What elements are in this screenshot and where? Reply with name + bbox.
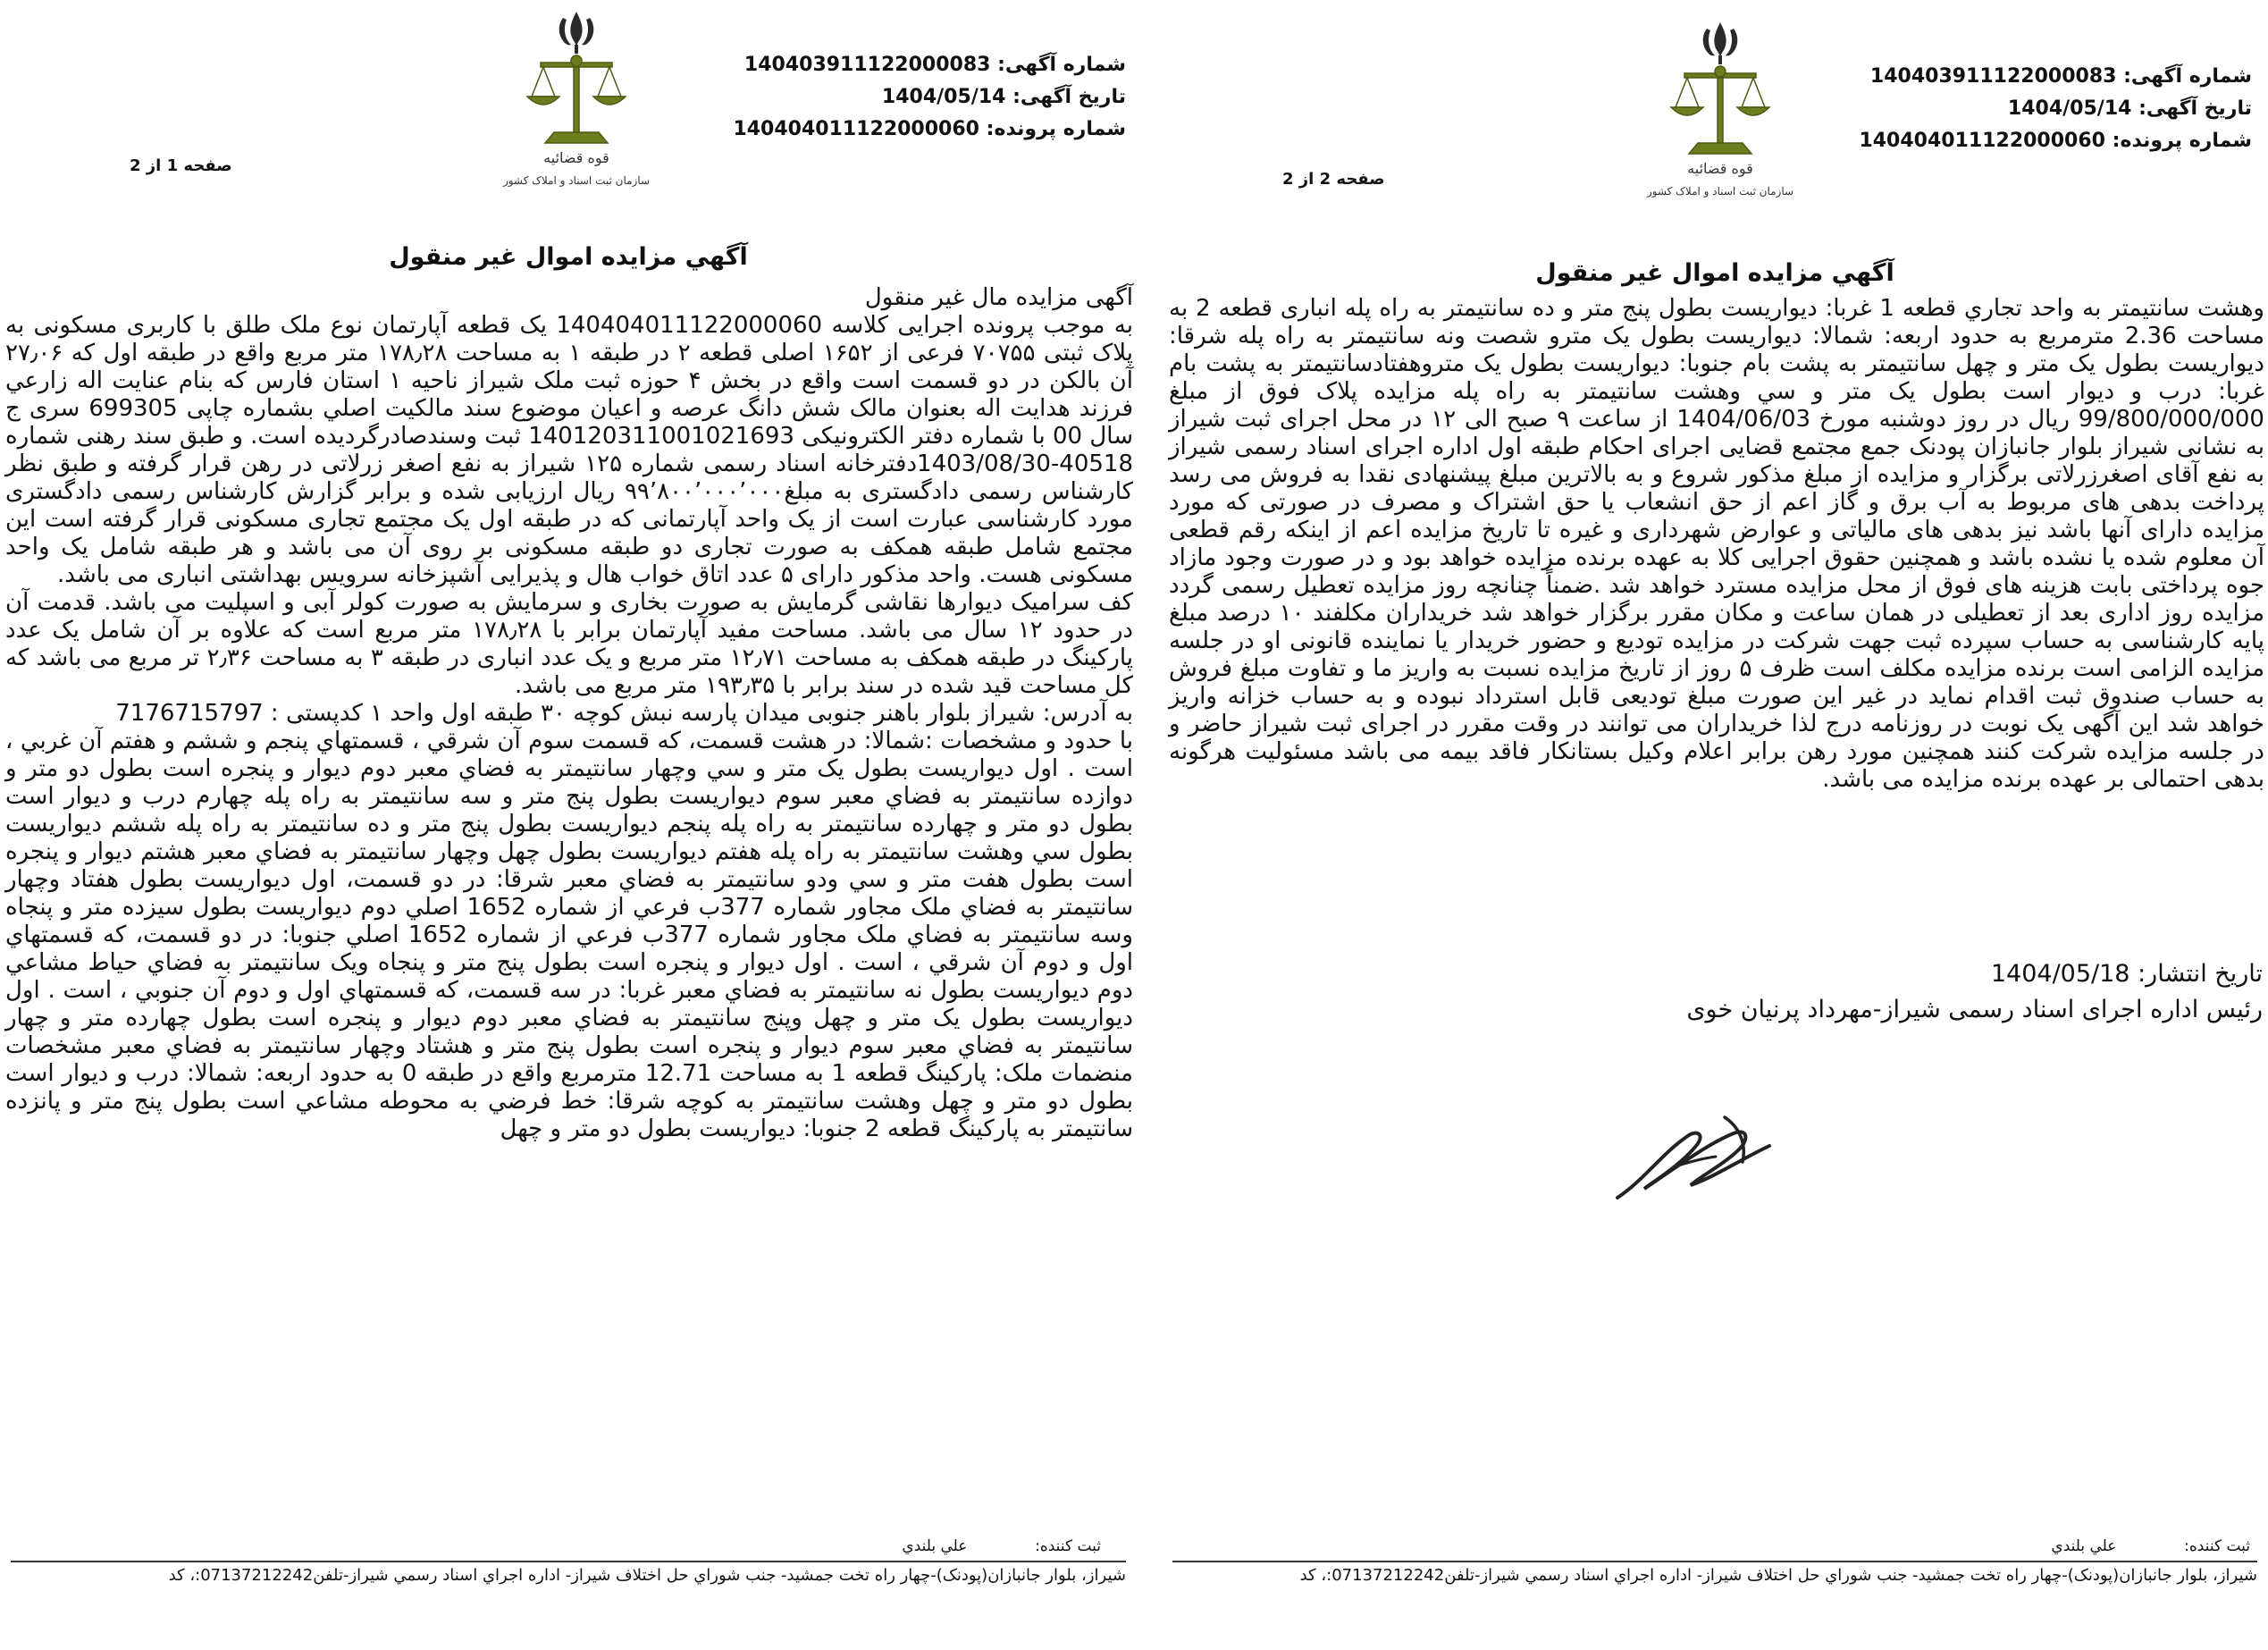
case-number: 140404011122000060 bbox=[1859, 130, 2105, 152]
registrar-name: علي بلندي bbox=[902, 1537, 968, 1555]
case-number-row bbox=[1787, 125, 2252, 157]
notice-body bbox=[5, 284, 1133, 1143]
body-paragraph: به موجب پرونده اجرایی کلاسه 140404011122000060 یک قطعه آپارتمان نوع ملک طلق با کاربری مسکونی به پلاک ثبتی ۷۰۷۵۵ فرعی از ۱۶۵۲ اصلی قطعه ۲ در طبقه ۱ به مساحت ۱۷۸٫۲۸ متر مربع واقع در طبقه اول که ۲۷٫۰۶ آن بالکن در دو قسمت است واقع در بخش ۴ حوزه ثبت ملک شیراز ناحیه ۱ استان فارس که بنام عنایت اله زارعي فرزند هدایت اله بعنوان مالک شش دانگ عرصه و اعیان موضوع سند مالکیت اصلي بشماره چاپی 699305 سری ج سال 00 با شماره دفتر الکترونیکی 140120311001021693 ثبت وسندصادرگردیده است. و طبق سند رهنی شماره 40518-1403/08/30دفترخانه اسناد رسمی شماره ۱۲۵ شیراز به نفع اصغر زرلاتی در رهن قرار گرفته و طبق نظر کارشناس رسمی دادگستری به مبلغ۹۹٬۸۰۰٬۰۰۰٬۰۰۰ ریال ارزیابی شده و برابر گزارش کارشناس رسمی دادگستری مورد کارشناسی عبارت است از یک واحد آپارتمانی که در طبقه اول یک مجتمع تجاری مسکونی قرار گرفته است این مجتمع شامل طبقه همکف به صورت تجاری دو طبقه مسکونی بر روی آن می باشد و هر طبقه شامل یک واحد مسکونی هست. واحد مذکور دارای ۵ عدد اتاق خواب هال و پذیرایی آشپزخانه سرویس بهداشتی انباری می باشد. bbox=[5, 312, 1133, 588]
notice-date-label: تاریخ آگهی: bbox=[2138, 97, 2252, 120]
footer-address: شيراز، بلوار جانبازان(پودنک)-چهار راه تخت جمشيد- جنب شوراي حل اختلاف شيراز- اداره اجراي اسناد رسمي شيراز-تلفن07137212242:، کد bbox=[168, 1566, 1126, 1585]
notice-number-label: شماره آگهی: bbox=[2123, 65, 2252, 88]
registrar-label: ثبت کننده: bbox=[2184, 1537, 2250, 1555]
page-number: صفحه 1 از 2 bbox=[130, 156, 232, 175]
notice-number: 140403911122000083 bbox=[743, 54, 991, 76]
signatory: رئیس اداره اجرای اسناد رسمی شیراز-مهرداد پرنیان خوی bbox=[1686, 996, 2263, 1023]
footer-divider bbox=[11, 1561, 1126, 1562]
body-heading: آگهی مزایده مال غیر منقول bbox=[864, 284, 1133, 311]
notice-date: 1404/05/14 bbox=[881, 86, 1006, 108]
page-2 bbox=[1162, 0, 2268, 1650]
case-number: 140404011122000060 bbox=[733, 118, 979, 140]
judiciary-emblem-icon bbox=[1644, 18, 1796, 206]
handwritten-signature-icon bbox=[1591, 1099, 1859, 1225]
notice-body bbox=[1169, 295, 2264, 794]
notice-number-row bbox=[1787, 61, 2252, 93]
notice-number-label: شماره آگهی: bbox=[997, 54, 1126, 76]
registrar bbox=[902, 1537, 1101, 1555]
publish-date-label: تاریخ انتشار: bbox=[2138, 960, 2263, 988]
publish-date: 1404/05/18 bbox=[1990, 960, 2130, 988]
notice-date-row bbox=[661, 81, 1126, 114]
case-number-row bbox=[661, 114, 1126, 146]
body-paragraph: به آدرس: شیراز بلوار باهنر جنوبی میدان پارسه نبش کوچه ۳۰ طبقه اول واحد ۱ کدپستی : 7176715797 bbox=[115, 700, 1133, 727]
footer-divider bbox=[1172, 1561, 2257, 1562]
judiciary-emblem-icon bbox=[500, 7, 652, 195]
notice-meta bbox=[661, 49, 1126, 146]
registrar bbox=[2051, 1537, 2250, 1555]
publish-date-row bbox=[1280, 956, 2263, 992]
page-number: صفحه 2 از 2 bbox=[1282, 170, 1385, 189]
footer-address: شيراز، بلوار جانبازان(پودنک)-چهار راه تخت جمشيد- جنب شوراي حل اختلاف شيراز- اداره اجراي اسناد رسمي شيراز-تلفن07137212242:، کد bbox=[1299, 1566, 2257, 1585]
notice-date: 1404/05/14 bbox=[2007, 97, 2132, 120]
notice-number-row bbox=[661, 49, 1126, 81]
notice-date-row bbox=[1787, 93, 2252, 125]
signature-block bbox=[1280, 956, 2263, 1028]
body-paragraph: با حدود و مشخصات :شمالا: در هشت قسمت، که قسمت سوم آن شرقي ، قسمتهاي پنجم و ششم و هفتم آن غربي ، است . اول ديواريست بطول يک متر و سي وچهار سانتيمتر به فضاي معبر دوم ديوار و پنجره است بطول دو متر و دوازده سانتيمتر به فضاي معبر سوم ديواريست بطول پنج متر و سه سانتيمتر به راه پله چهارم درب و ديوار است بطول دو متر و چهارده سانتيمتر به راه پله پنجم ديواريست بطول پنج متر و ده سانتيمتر به راه پله ششم ديواريست بطول سي وهشت سانتيمتر به راه پله هفتم ديواريست بطول چهل وچهار سانتيمتر به فضاي معبر هشتم ديوار و پنجره است بطول هفت متر و سي ودو سانتيمتر به فضاي معبر شرقا: در دو قسمت، اول ديواريست بطول هفتاد وچهار سانتيمتر به فضاي ملک مجاور شماره 377ب فرعي از شماره 1652 اصلي دوم ديواريست بطول سيزده متر و پنجاه وسه سانتيمتر به فضاي ملک مجاور شماره 377ب فرعي از شماره 1652 اصلي جنوبا: در دو قسمت، که قسمتهاي اول و دوم آن شرقي ، است . اول ديوار و پنجره است بطول پنج متر و پنجاه ويک سانتيمتر به فضاي حياط مشاعي دوم ديواريست بطول نه سانتيمتر به فضاي معبر غربا: در سه قسمت، که قسمتهاي اول و دوم آن جنوبي ، است . اول ديواريست بطول يک متر و چهل وپنج سانتيمتر به فضاي معبر دوم ديوار و پنجره است بطول چهارده متر و چهار سانتيمتر به فضاي معبر سوم ديوار و پنجره است بطول پنج متر و هشتاد وچهار سانتيمتر به فضاي معبر مشخصات منضمات ملک: پارکينگ قطعه 1 به مساحت 12.71 مترمربع واقع در طبقه 0 به حدود اربعه: شمالا: درب و ديوار است بطول دو متر و چهل وهشت سانتيمتر به کوچه شرقا: خط فرضي به محوطه مشاعي است بطول پنج متر و پانزده سانتيمتر به پارکينگ قطعه 2 جنوبا: ديواريست بطول دو متر و چهل bbox=[5, 728, 1133, 1142]
case-number-label: شماره پرونده: bbox=[2112, 130, 2252, 152]
case-number-label: شماره پرونده: bbox=[986, 118, 1126, 140]
notice-date-label: تاریخ آگهی: bbox=[1012, 86, 1126, 108]
notice-number: 140403911122000083 bbox=[1869, 65, 2117, 88]
registrar-label: ثبت کننده: bbox=[1035, 1537, 1101, 1555]
notice-meta bbox=[1787, 61, 2252, 157]
page-title: آگهي مزايده اموال غير منقول bbox=[1535, 259, 1894, 287]
page-title: آگهي مزايده اموال غير منقول bbox=[389, 243, 748, 271]
body-paragraph: وهشت سانتيمتر به واحد تجاري قطعه 1 غربا: ديواريست بطول پنج متر و ده سانتيمتر به راه پله انباری قطعه 2 به مساحت 2.36 مترمربع به حدود اربعه: شمالا: ديواريست بطول يک مترو شصت ونه سانتيمتر به راه پله شرقا: ديواريست بطول يک متر و چهل سانتيمتر به پشت بام جنوبا: ديواريست بطول يک متروهفتادسانتيمتر به پشت بام غربا: درب و ديوار است بطول يک متر و سي وهشت سانتيمتر به راه پله مزايده پلاک فوق از مبلغ 99/800/000/000 ريال در روز دوشنبه مورخ 1404/06/03 از ساعت ۹ صبح الی ۱۲ در محل اجرای ثبت شیراز به نشانی شیراز بلوار جانبازان پودنک جمع مجتمع قضایی اجرای احکام طبقه اول اداره اجرای اسناد رسمی شیراز به نفع آقای اصغرزرلاتی برگزار و مزایده از مبلغ مذکور شروع و به بالاترین مبلغ پیشنهادی نقدا به فروش می رسد پرداخت بدهی های مربوط به آب برق و گاز اعم از حق انشعاب یا حق اشتراک و مصرف در صورتی که مورد مزایده دارای آنها باشد نیز بدهی های مالیاتی و عوارض شهرداری و غیره تا تاریخ مزایده اعم از اینکه رقم قطعی آن معلوم شده یا نشده باشد و همچنین حقوق اجرایی کلا به عهده برنده مزایده خواهد بود و در صورت وجود مازاد جوه پرداختی بابت هزینه های فوق از محل مزایده مسترد خواهد شد .ضمناً چنانچه روز مزایده تعطیل رسمی گردد مزایده روز اداری بعد از تعطیلی در همان ساعت و مکان مقرر برگزار خواهد شد خریداران مکلفند ۱۰ درصد مبلغ پایه کارشناسی به حساب سپرده ثبت جهت شرکت در مزایده تودیع و حضور خریدار یا نماینده قانونی او در جلسه مزایده الزامی است برنده مزایده مکلف است ظرف ۵ روز از تاریخ مزایده نسبت به واریز ما و تفاوت مبلغ فروش به حساب صندوق ثبت اقدام نماید در غیر این صورت مبلغ تودیعی قابل استرداد نبوده و به حساب خزانه واریز خواهد شد این آگهی یک نوبت در روزنامه درج لذا خریداران می توانند در وقت مقرر در اجرای ثبت شیراز حاضر و در جلسه مزایده شرکت کنند همچنین مورد رهن برابر اعلام وکیل بستانکار فاقد بیمه می باشد مسئولیت هرگونه بدهی احتمالی بر عهده برنده مزایده می باشد. bbox=[1169, 295, 2264, 793]
body-paragraph: کف سرامیک دیوارها نقاشی گرمایش به صورت بخاری و سرمایش به صورت کولر آبی و اسپلیت می باشد. قدمت آن در حدود ۱۲ سال می باشد. مساحت مفید آپارتمان برابر با ۱۷۸٫۲۸ متر مربع است که علاوه بر آن شامل یک عدد پارکینگ در طبقه همکف به مساحت ۱۲٫۷۱ متر مربع و یک عدد انباری در طبقه ۳ به مساحت ۲٫۳۶ تر مربع می باشد که کل مساحت قید شده در سند برابر با ۱۹۳٫۳۵ متر مربع می باشد. bbox=[5, 589, 1133, 699]
registrar-name: علي بلندي bbox=[2051, 1537, 2117, 1555]
